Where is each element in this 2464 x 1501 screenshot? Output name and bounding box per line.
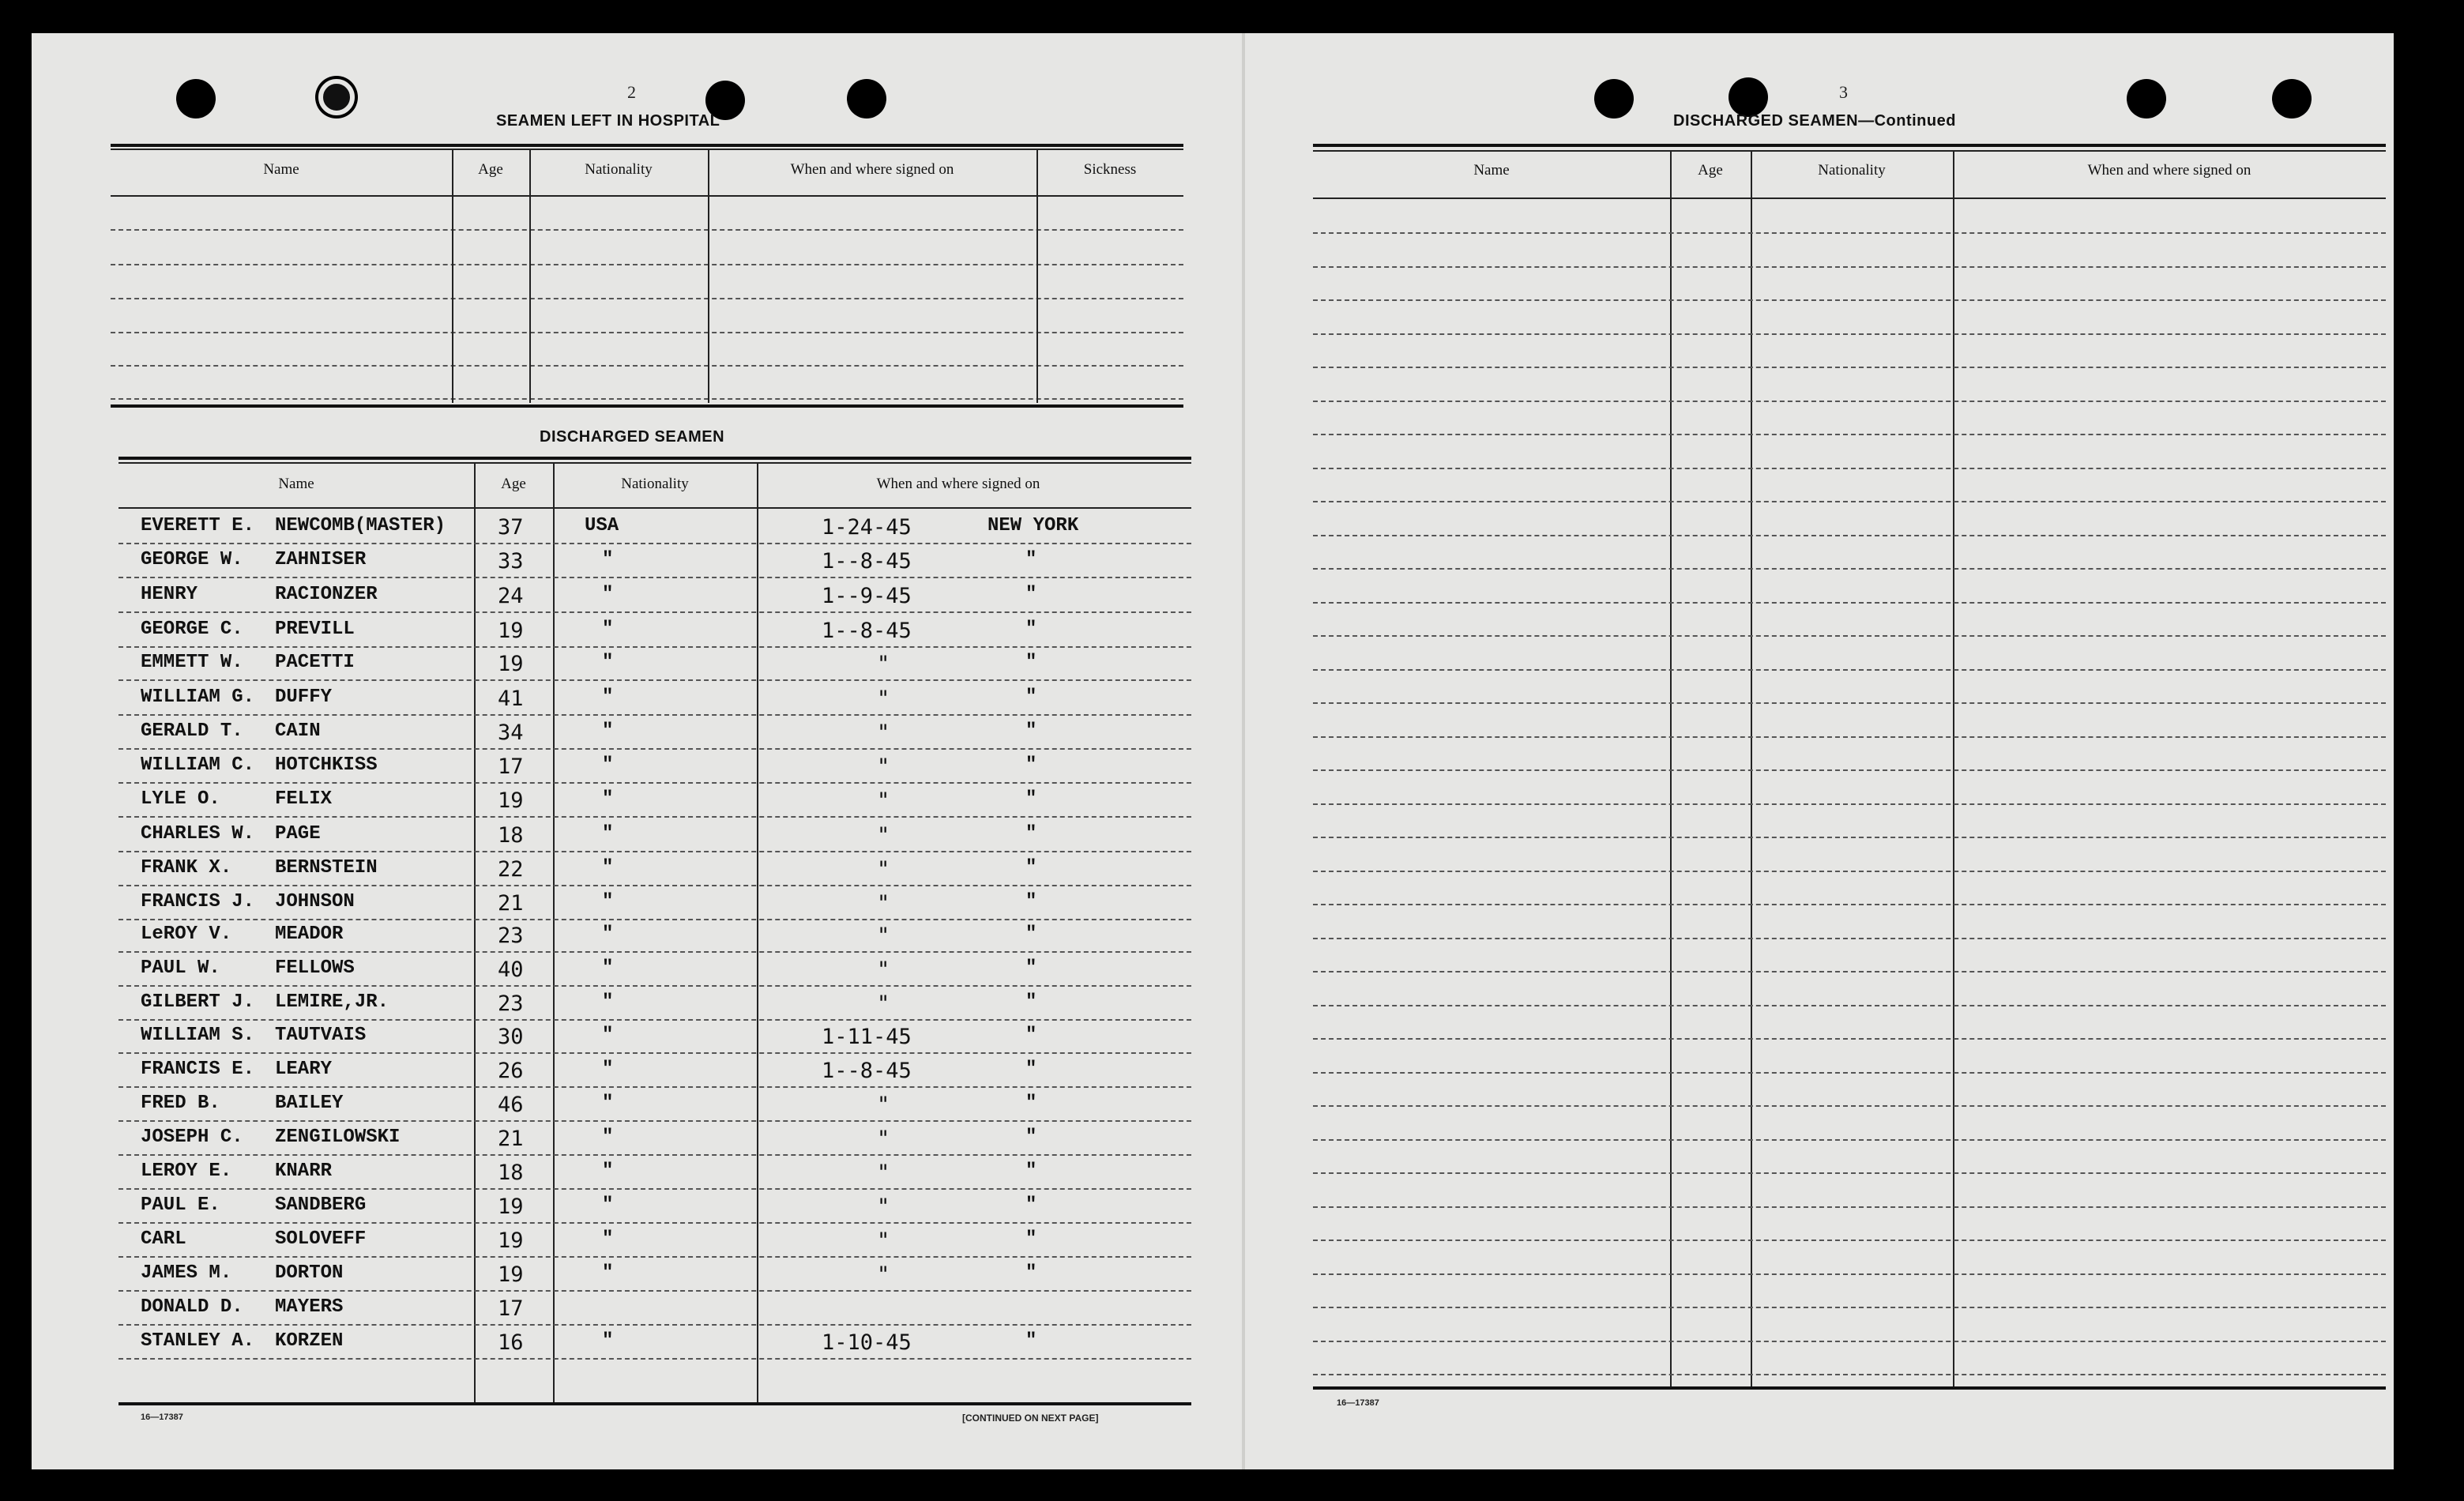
seaman-first-name: PAUL W. [141,957,220,979]
row-rule [1313,635,2386,637]
signed-on-date: " [877,823,890,848]
seaman-last-name: FELIX [275,788,333,810]
signed-on-date: 1-24-45 [822,515,912,540]
row-rule [1313,1005,2386,1006]
signed-on-place: " [1025,1093,1037,1114]
row-rule [118,1086,1191,1088]
seaman-nationality: " [602,754,614,776]
signed-on-date: " [877,1127,890,1151]
row-rule [1313,1307,2386,1308]
right-header-name: Name [1473,162,1510,179]
row-rule [1313,1206,2386,1208]
row-rule [118,611,1191,613]
row-rule [1313,299,2386,301]
row-rule [118,885,1191,886]
seaman-last-name: SOLOVEFF [275,1228,367,1250]
signed-on-place: " [1025,754,1037,776]
seaman-first-name: PAUL E. [141,1194,220,1216]
signed-on-place: " [1025,924,1037,945]
row-rule [1313,803,2386,805]
row-rule [118,951,1191,953]
seaman-nationality: USA [585,515,619,536]
seaman-last-name: DORTON [275,1262,344,1284]
row-rule [118,816,1191,818]
row-rule [1313,501,2386,502]
seaman-nationality: " [602,687,614,708]
seaman-age: 16 [498,1330,524,1355]
seaman-last-name: LEARY [275,1059,333,1080]
seaman-last-name: MAYERS [275,1296,344,1318]
seaman-age: 30 [498,1025,524,1049]
signed-on-date: " [877,1262,890,1287]
signed-on-place: " [1025,584,1037,605]
seaman-nationality: " [602,1228,614,1250]
seaman-last-name: BERNSTEIN [275,857,378,878]
row-rule [1313,702,2386,704]
signed-on-place: " [1025,1194,1037,1216]
row-rule [1313,1139,2386,1141]
row-rule [118,919,1191,920]
row-rule [1313,971,2386,972]
row-rule [1313,938,2386,939]
seaman-first-name: LEROY E. [141,1161,232,1182]
signed-on-place: " [1025,1127,1037,1148]
row-rule [118,1052,1191,1054]
seaman-last-name: RACIONZER [275,584,378,605]
seaman-age: 24 [498,584,524,608]
punch-hole [318,79,355,115]
continued-note: [CONTINUED ON NEXT PAGE] [962,1413,1099,1424]
row-rule [118,1324,1191,1326]
row-rule [1313,468,2386,469]
signed-on-place: " [1025,652,1037,673]
seaman-nationality: " [602,1127,614,1148]
discharged-header-signed-on: When and where signed on [876,476,1040,492]
row-rule [118,1154,1191,1156]
seaman-nationality: " [602,1059,614,1080]
seaman-age: 26 [498,1059,524,1083]
punch-hole [847,79,886,118]
seaman-age: 18 [498,1161,524,1185]
signed-on-date: 1-10-45 [822,1330,912,1355]
row-rule [1313,535,2386,536]
seaman-last-name: LEMIRE,JR. [275,991,389,1013]
seaman-first-name: DONALD D. [141,1296,243,1318]
seaman-first-name: JOSEPH C. [141,1127,243,1148]
signed-on-date: " [877,720,890,745]
page-number-right: 3 [1839,82,1848,102]
signed-on-place: " [1025,720,1037,742]
seaman-nationality: " [602,549,614,570]
signed-on-date: " [877,1194,890,1219]
signed-on-date: 1--8-45 [822,619,912,643]
page-fold [1242,33,1245,1469]
row-rule [1313,1072,2386,1074]
row-rule [1313,367,2386,368]
hospital-header-sickness: Sickness [1083,161,1137,178]
seaman-age: 18 [498,823,524,848]
seaman-nationality: " [602,788,614,810]
seaman-last-name: FELLOWS [275,957,355,979]
signed-on-date: " [877,652,890,676]
signed-on-date: " [877,1228,890,1253]
signed-on-place: " [1025,1228,1037,1250]
seaman-first-name: HENRY [141,584,198,605]
seaman-nationality: " [602,584,614,605]
row-rule [1313,333,2386,335]
seaman-first-name: JAMES M. [141,1262,232,1284]
seaman-last-name: ZAHNISER [275,549,367,570]
row-rule [1313,1374,2386,1375]
right-header-age: Age [1698,162,1723,179]
hospital-header-nationality: Nationality [585,161,653,178]
seaman-nationality: " [602,619,614,640]
seaman-age: 23 [498,991,524,1016]
punch-hole [2272,79,2312,118]
signed-on-place: " [1025,891,1037,912]
seaman-first-name: CARL [141,1228,186,1250]
row-rule [118,543,1191,544]
row-rule [118,1358,1191,1360]
row-rule [1313,669,2386,671]
page-number-left: 2 [627,82,636,102]
signed-on-date: " [877,891,890,916]
seaman-last-name: PACETTI [275,652,355,673]
hospital-header-age: Age [478,161,503,178]
row-rule [1313,769,2386,771]
row-rule [118,646,1191,648]
seaman-last-name: JOHNSON [275,891,355,912]
seaman-age: 17 [498,754,524,779]
seaman-age: 19 [498,1194,524,1219]
seaman-nationality: " [602,1194,614,1216]
row-rule [1313,904,2386,905]
signed-on-place: " [1025,1330,1037,1352]
seaman-last-name: KNARR [275,1161,333,1182]
seaman-first-name: GILBERT J. [141,991,255,1013]
seaman-last-name: DUFFY [275,687,333,708]
seaman-age: 19 [498,652,524,676]
signed-on-date: " [877,1161,890,1185]
seaman-last-name: MEADOR [275,924,344,945]
row-rule [1313,1105,2386,1107]
seaman-nationality: " [602,1161,614,1182]
seaman-first-name: WILLIAM S. [141,1025,255,1046]
seaman-first-name: GEORGE C. [141,619,243,640]
seaman-first-name: FRANCIS J. [141,891,255,912]
right-header-signed-on: When and where signed on [2087,162,2251,179]
row-rule [1313,602,2386,604]
seaman-nationality: " [602,891,614,912]
seaman-first-name: WILLIAM C. [141,754,255,776]
seaman-age: 21 [498,891,524,916]
row-rule [1313,871,2386,872]
seaman-age: 40 [498,957,524,982]
row-rule [1313,736,2386,738]
seaman-age: 19 [498,619,524,643]
seaman-last-name: NEWCOMB(MASTER) [275,515,446,536]
row-rule [1313,1240,2386,1241]
row-rule [1313,232,2386,234]
row-rule [118,1222,1191,1224]
seaman-nationality: " [602,1262,614,1284]
row-rule [1313,266,2386,268]
seaman-nationality: " [602,1330,614,1352]
row-rule [118,1290,1191,1292]
seaman-nationality: " [602,857,614,878]
seaman-first-name: STANLEY A. [141,1330,255,1352]
seaman-first-name: FRANK X. [141,857,232,878]
seaman-age: 46 [498,1093,524,1117]
seaman-nationality: " [602,957,614,979]
seaman-first-name: GEORGE W. [141,549,243,570]
form-number-left: 16—17387 [141,1413,183,1422]
hospital-header-name: Name [263,161,299,178]
seaman-nationality: " [602,823,614,845]
seaman-first-name: CHARLES W. [141,823,255,845]
signed-on-date: " [877,991,890,1016]
seaman-first-name: GERALD T. [141,720,243,742]
seaman-nationality: " [602,720,614,742]
seaman-nationality: " [602,924,614,945]
seaman-age: 19 [498,788,524,813]
signed-on-date: 1--9-45 [822,584,912,608]
seaman-last-name: CAIN [275,720,321,742]
seaman-age: 23 [498,924,524,948]
seaman-age: 37 [498,515,524,540]
signed-on-place: " [1025,1161,1037,1182]
signed-on-place: " [1025,1262,1037,1284]
seaman-age: 21 [498,1127,524,1151]
signed-on-date: " [877,924,890,948]
signed-on-date: " [877,857,890,882]
row-rule [118,577,1191,578]
seaman-nationality: " [602,1025,614,1046]
discharged-header-nationality: Nationality [621,476,689,492]
seaman-last-name: HOTCHKISS [275,754,378,776]
signed-on-date: " [877,754,890,779]
seaman-age: 17 [498,1296,524,1321]
signed-on-place: " [1025,549,1037,570]
discharged-title: DISCHARGED SEAMEN [540,428,725,446]
row-rule [118,1188,1191,1190]
row-rule [118,851,1191,852]
seaman-first-name: FRED B. [141,1093,220,1114]
signed-on-place: " [1025,788,1037,810]
seaman-first-name: EVERETT E. [141,515,255,536]
right-title: DISCHARGED SEAMEN—Continued [1673,112,1956,130]
discharged-header-age: Age [501,476,526,492]
signed-on-date: 1--8-45 [822,1059,912,1083]
signed-on-place: " [1025,1025,1037,1046]
row-rule [1313,1038,2386,1040]
seaman-age: 19 [498,1228,524,1253]
signed-on-date: " [877,1093,890,1117]
seaman-age: 33 [498,549,524,574]
signed-on-place: " [1025,687,1037,708]
right-header-nationality: Nationality [1818,162,1886,179]
form-number-right: 16—17387 [1337,1398,1379,1408]
row-rule [1313,1273,2386,1275]
signed-on-place: NEW YORK [987,515,1079,536]
seaman-first-name: WILLIAM G. [141,687,255,708]
seaman-last-name: SANDBERG [275,1194,367,1216]
signed-on-date: " [877,957,890,982]
seaman-first-name: FRANCIS E. [141,1059,255,1080]
seaman-age: 22 [498,857,524,882]
row-rule [118,1120,1191,1122]
hospital-title: SEAMEN LEFT IN HOSPITAL [496,112,720,130]
seaman-last-name: ZENGILOWSKI [275,1127,401,1148]
seaman-nationality: " [602,1093,614,1114]
row-rule [1313,568,2386,570]
document-sheet [32,33,2394,1469]
row-rule [1313,1341,2386,1342]
seaman-first-name: LeROY V. [141,924,232,945]
signed-on-date: 1--8-45 [822,549,912,574]
row-rule [118,782,1191,784]
seaman-first-name: LYLE O. [141,788,220,810]
row-rule [1313,837,2386,838]
signed-on-date: " [877,687,890,711]
punch-hole [1729,77,1768,117]
seaman-age: 34 [498,720,524,745]
row-rule [118,1256,1191,1258]
signed-on-place: " [1025,857,1037,878]
row-rule [118,748,1191,750]
seaman-age: 41 [498,687,524,711]
row-rule [1313,401,2386,402]
seaman-last-name: PREVILL [275,619,355,640]
row-rule [1313,434,2386,435]
seaman-last-name: KORZEN [275,1330,344,1352]
row-rule [118,985,1191,987]
discharged-header-name: Name [278,476,314,492]
punch-hole [176,79,216,118]
row-rule [118,679,1191,681]
signed-on-place: " [1025,957,1037,979]
row-rule [118,714,1191,716]
seaman-first-name: EMMETT W. [141,652,243,673]
seaman-last-name: BAILEY [275,1093,344,1114]
seaman-last-name: PAGE [275,823,321,845]
punch-hole [1594,79,1634,118]
signed-on-date: 1-11-45 [822,1025,912,1049]
hospital-header-signed-on: When and where signed on [790,161,954,178]
punch-hole [2127,79,2166,118]
seaman-last-name: TAUTVAIS [275,1025,367,1046]
seaman-age: 19 [498,1262,524,1287]
row-rule [118,1019,1191,1021]
signed-on-place: " [1025,619,1037,640]
signed-on-date: " [877,788,890,813]
signed-on-place: " [1025,1059,1037,1080]
signed-on-place: " [1025,823,1037,845]
signed-on-place: " [1025,991,1037,1013]
row-rule [1313,1172,2386,1174]
seaman-nationality: " [602,991,614,1013]
seaman-nationality: " [602,652,614,673]
